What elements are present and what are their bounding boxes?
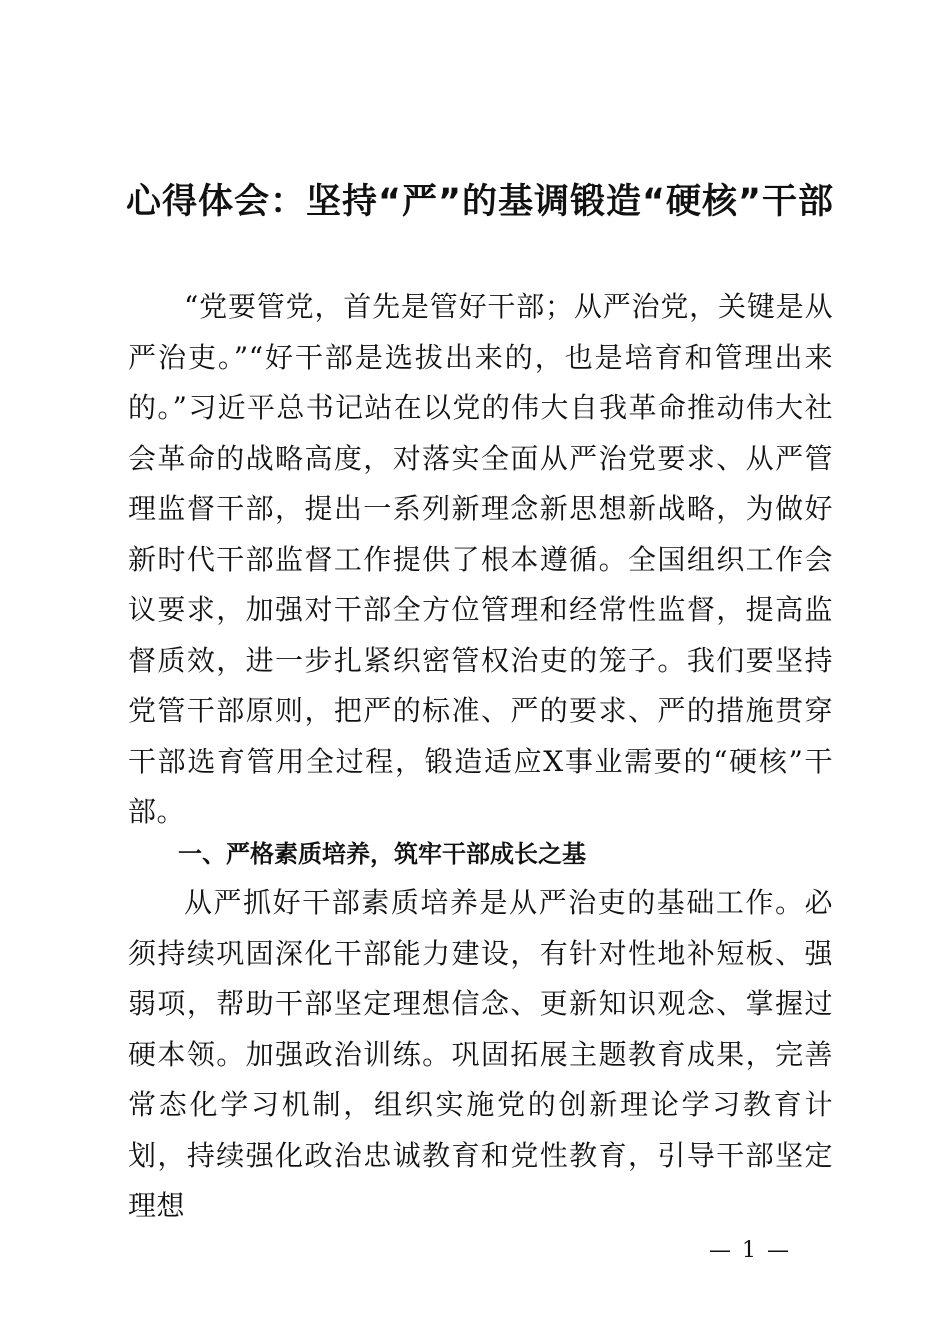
page-number: — 1 —: [709, 1238, 791, 1263]
document-title: 心得体会：坚持“严”的基调锻造“硬核”干部: [125, 182, 834, 222]
section-heading: 一、严格素质培养，筑牢干部成长之基: [178, 840, 586, 868]
intro-paragraph: “党要管党，首先是管好干部；从严治党，关键是从严治吏。”“好干部是选拔出来的，也是培育和管理出来的。”习近平总书记站在以党的伟大自我革命推动伟大社会革命的战略高度，对落实全面从严治党要求、从严管理监督干部，提出一系列新理念新思想新战略，为做好新时代干部监督工作提供了根本遵循。全国组织工作会议要求，加强对干部全方位管理和经常性监督，提高监督质效，进一步扎紧织密管权治吏的笼子。我们要坚持党管干部原则，把严的标准、严的要求、严的措施贯穿干部选育管用全过程，锻造适应X事业需要的“硬核”干部。: [128, 290, 833, 828]
section-paragraph: 从严抓好干部素质培养是从严治吏的基础工作。必须持续巩固深化干部能力建设，有针对性地补短板、强弱项，帮助干部坚定理想信念、更新知识观念、掌握过硬本领。加强政治训练。巩固拓展主题教育成果，完善常态化学习机制，组织实施党的创新理论学习教育计划，持续强化政治忠诚教育和党性教育，引导干部坚定理想: [128, 886, 833, 1222]
